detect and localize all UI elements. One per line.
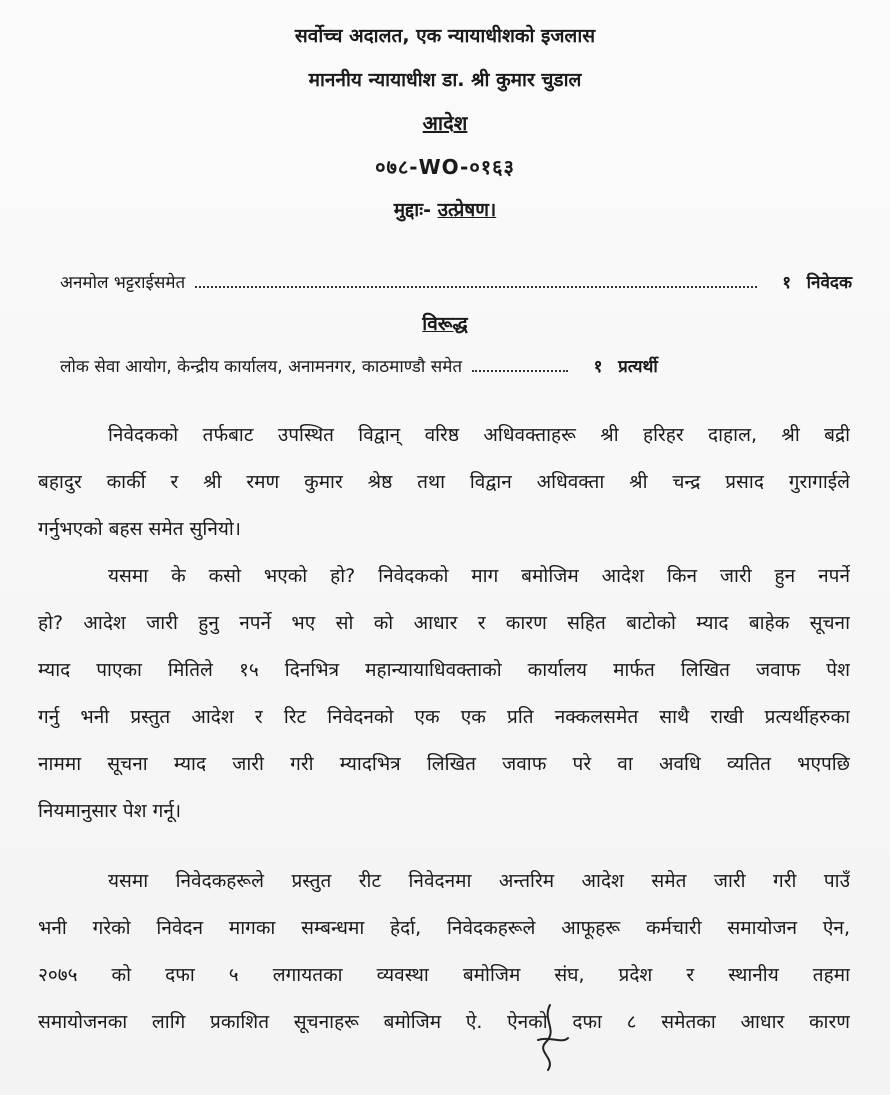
respondent-row: [60, 350, 852, 380]
paragraph-line: नाममा सूचना म्याद जारी गरी म्यादभित्र लिखित जवाफ परे वा अवधि व्यतित भएपछि: [38, 753, 850, 775]
paragraph-line: नियमानुसार पेश गर्नू।: [38, 800, 182, 822]
paragraph-show-cause: [38, 553, 850, 835]
case-subject: [0, 196, 890, 222]
versus-label: विरूद्ध: [422, 313, 468, 335]
paragraph-line: गर्नु भनी प्रस्तुत आदेश र रिट निवेदनको एक एक प्रति नक्कलसमेत साथै राखी प्रत्यर्थीहरुका: [38, 706, 850, 728]
handwritten-initial-mark: [520, 1000, 580, 1075]
judge-heading: माननीय न्यायाधीश डा. श्री कुमार चुडाल: [308, 69, 582, 91]
paragraph-line: निवेदकको तर्फबाट उपस्थित विद्वान् वरिष्ठ अधिवक्ताहरू श्री हरिहर दाहाल, श्री बद्री: [108, 424, 850, 446]
paragraph-hearing: [38, 412, 850, 553]
paragraph-line: भनी गरेको निवेदन मागका सम्बन्धमा हेर्दा, निवेदकहरूले आफूहरू कर्मचारी समायोजन ऐन,: [38, 917, 850, 939]
dotted-leader: [472, 370, 568, 372]
respondent-role: प्रत्यर्थी: [618, 356, 658, 377]
petitioner-count: १: [782, 272, 792, 293]
petitioner-role: निवेदक: [806, 272, 852, 293]
paragraph-line: समायोजनका लागि प्रकाशित सूचनाहरू बमोजिम ऐ. ऐनको दफा ८ समेतका आधार कारण: [38, 1011, 850, 1033]
paragraph-line: म्याद पाएका मितिले १५ दिनभित्र महान्यायाधिवक्ताको कार्यालय मार्फत लिखित जवाफ पेश: [38, 659, 850, 681]
case-number: ०७८-WO-०१६३: [375, 155, 515, 179]
paragraph-line: यसमा निवेदकहरूले प्रस्तुत रीट निवेदनमा अन्तरिम आदेश समेत जारी गरी पाउँ: [108, 870, 850, 892]
paragraph-line: गर्नुभएको बहस समेत सुनियो।: [38, 518, 242, 540]
subject-value: उत्प्रेषण।: [437, 199, 497, 221]
paragraph-line: २०७५ को दफा ५ लगायतका व्यवस्था बमोजिम संघ, प्रदेश र स्थानीय तहमा: [38, 964, 850, 986]
respondent-count: १: [593, 356, 603, 377]
paragraph-line: बहादुर कार्की र श्री रमण कुमार श्रेष्ठ तथा विद्वान अधिवक्ता श्री चन्द्र प्रसाद गुरागाईले: [38, 471, 850, 493]
petitioner-name: अनमोल भट्टराईसमेत: [60, 272, 186, 293]
paragraph-line: हो? आदेश जारी हुनु नपर्ने भए सो को आधार र कारण सहित बाटोको म्याद बाहेक सूचना: [38, 612, 850, 634]
respondent-name: लोक सेवा आयोग, केन्द्रीय कार्यालय, अनामनगर, काठमाण्डौ समेत: [60, 356, 463, 377]
paragraph-line: यसमा के कसो भएको हो? निवेदकको माग बमोजिम आदेश किन जारी हुन नपर्ने: [108, 565, 850, 587]
court-heading: सर्वोच्च अदालत, एक न्यायाधीशको इजलास: [294, 25, 596, 47]
order-title: आदेश: [422, 111, 468, 135]
paragraph-interim-order: [38, 858, 850, 1046]
subject-label: मुद्दाः-: [393, 199, 431, 221]
petitioner-row: [60, 266, 852, 296]
dotted-leader: [195, 286, 756, 288]
